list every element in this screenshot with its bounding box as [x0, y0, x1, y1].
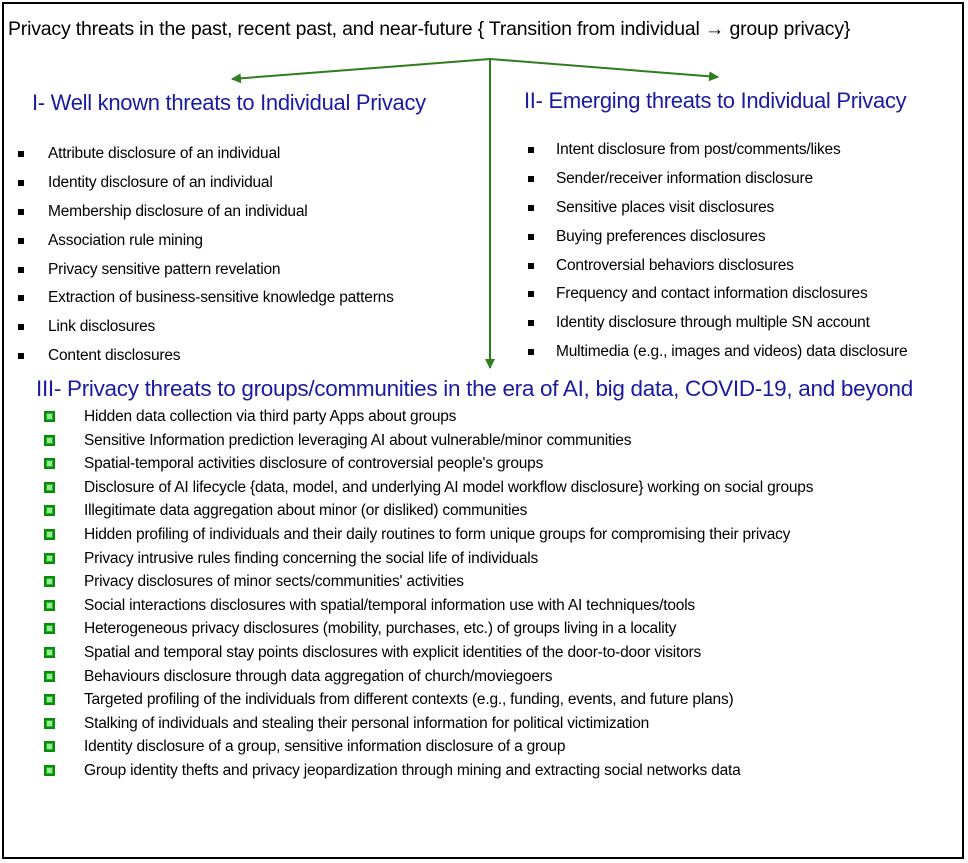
green-square-bullet-icon	[44, 765, 55, 776]
green-square-bullet-icon	[44, 458, 55, 469]
list-item: Sender/receiver information disclosure	[526, 165, 907, 194]
list-item: Link disclosures	[18, 313, 394, 342]
section1-heading: I- Well known threats to Individual Privacy	[32, 90, 426, 115]
green-square-bullet-icon	[44, 576, 55, 587]
list-item: Identity disclosure of an individual	[18, 169, 394, 198]
list-item: Intent disclosure from post/comments/likes	[526, 136, 907, 165]
square-bullet-icon	[528, 320, 534, 326]
section1-list	[18, 140, 394, 371]
arrow-to-section1	[232, 59, 490, 79]
green-square-bullet-icon	[44, 482, 55, 493]
list-item: Buying preferences disclosures	[526, 223, 907, 252]
square-bullet-icon	[528, 147, 534, 153]
square-bullet-icon	[18, 324, 24, 330]
square-bullet-icon	[18, 238, 24, 244]
green-square-bullet-icon	[44, 553, 55, 564]
list-item: Controversial behaviors disclosures	[526, 252, 907, 281]
list-item: Membership disclosure of an individual	[18, 198, 394, 227]
square-bullet-icon	[18, 209, 24, 215]
right-arrow-icon: →	[704, 18, 725, 40]
list-item: Privacy sensitive pattern revelation	[18, 256, 394, 285]
list-item: Spatial and temporal stay points disclosures with explicit identities of the door-to-door visitors	[44, 641, 813, 665]
list-item: Attribute disclosure of an individual	[18, 140, 394, 169]
square-bullet-icon	[18, 180, 24, 186]
title-main: Privacy threats in the past, recent past, and near-future	[8, 18, 473, 40]
list-item: Hidden profiling of individuals and their daily routines to form unique groups for compromising their privacy	[44, 523, 813, 547]
title-brace-close: }	[843, 18, 851, 40]
list-item: Behaviours disclosure through data aggregation of church/moviegoers	[44, 665, 813, 689]
list-item: Illegitimate data aggregation about minor (or disliked) communities	[44, 499, 813, 523]
green-square-bullet-icon	[44, 671, 55, 682]
list-item: Stalking of individuals and stealing their personal information for political victimization	[44, 712, 813, 736]
section2-list	[526, 136, 907, 367]
list-item: Association rule mining	[18, 227, 394, 256]
list-item: Privacy intrusive rules finding concerning the social life of individuals	[44, 547, 813, 571]
title-transition-label: Transition from individual	[488, 18, 700, 40]
list-item: Identity disclosure through multiple SN account	[526, 309, 907, 338]
list-item: Disclosure of AI lifecycle {data, model, and underlying AI model workflow disclosure} working on social groups	[44, 476, 813, 500]
square-bullet-icon	[18, 353, 24, 359]
green-square-bullet-icon	[44, 529, 55, 540]
list-item: Spatial-temporal activities disclosure of controversial people's groups	[44, 452, 813, 476]
green-square-bullet-icon	[44, 741, 55, 752]
square-bullet-icon	[528, 263, 534, 269]
list-item: Identity disclosure of a group, sensitive information disclosure of a group	[44, 735, 813, 759]
square-bullet-icon	[528, 205, 534, 211]
list-item: Group identity thefts and privacy jeopardization through mining and extracting social networks data	[44, 759, 813, 783]
green-square-bullet-icon	[44, 623, 55, 634]
arrow-to-section2	[490, 59, 718, 77]
list-item: Hidden data collection via third party Apps about groups	[44, 405, 813, 429]
list-item: Heterogeneous privacy disclosures (mobility, purchases, etc.) of groups living in a locality	[44, 617, 813, 641]
green-square-bullet-icon	[44, 718, 55, 729]
green-square-bullet-icon	[44, 694, 55, 705]
list-item: Social interactions disclosures with spatial/temporal information use with AI techniques/tools	[44, 594, 813, 618]
list-item: Targeted profiling of the individuals from different contexts (e.g., funding, events, and future plans)	[44, 688, 813, 712]
square-bullet-icon	[18, 267, 24, 273]
list-item: Content disclosures	[18, 342, 394, 371]
list-item: Extraction of business-sensitive knowledge patterns	[18, 284, 394, 313]
square-bullet-icon	[528, 349, 534, 355]
square-bullet-icon	[528, 291, 534, 297]
title-transition-target: group privacy	[729, 18, 844, 40]
list-item: Sensitive Information prediction leveraging AI about vulnerable/minor communities	[44, 429, 813, 453]
square-bullet-icon	[528, 176, 534, 182]
green-square-bullet-icon	[44, 600, 55, 611]
section3-list	[44, 405, 813, 783]
green-square-bullet-icon	[44, 411, 55, 422]
green-square-bullet-icon	[44, 505, 55, 516]
list-item: Multimedia (e.g., images and videos) data disclosure	[526, 338, 907, 367]
list-item: Sensitive places visit disclosures	[526, 194, 907, 223]
section2-heading: II- Emerging threats to Individual Privacy	[524, 88, 907, 113]
list-item: Frequency and contact information disclosures	[526, 280, 907, 309]
square-bullet-icon	[18, 151, 24, 157]
green-square-bullet-icon	[44, 435, 55, 446]
section3-heading: III- Privacy threats to groups/communities in the era of AI, big data, COVID-19, and beyond	[36, 376, 913, 401]
green-square-bullet-icon	[44, 647, 55, 658]
square-bullet-icon	[18, 295, 24, 301]
square-bullet-icon	[528, 234, 534, 240]
title-brace-open: {	[477, 18, 484, 40]
list-item: Privacy disclosures of minor sects/communities' activities	[44, 570, 813, 594]
